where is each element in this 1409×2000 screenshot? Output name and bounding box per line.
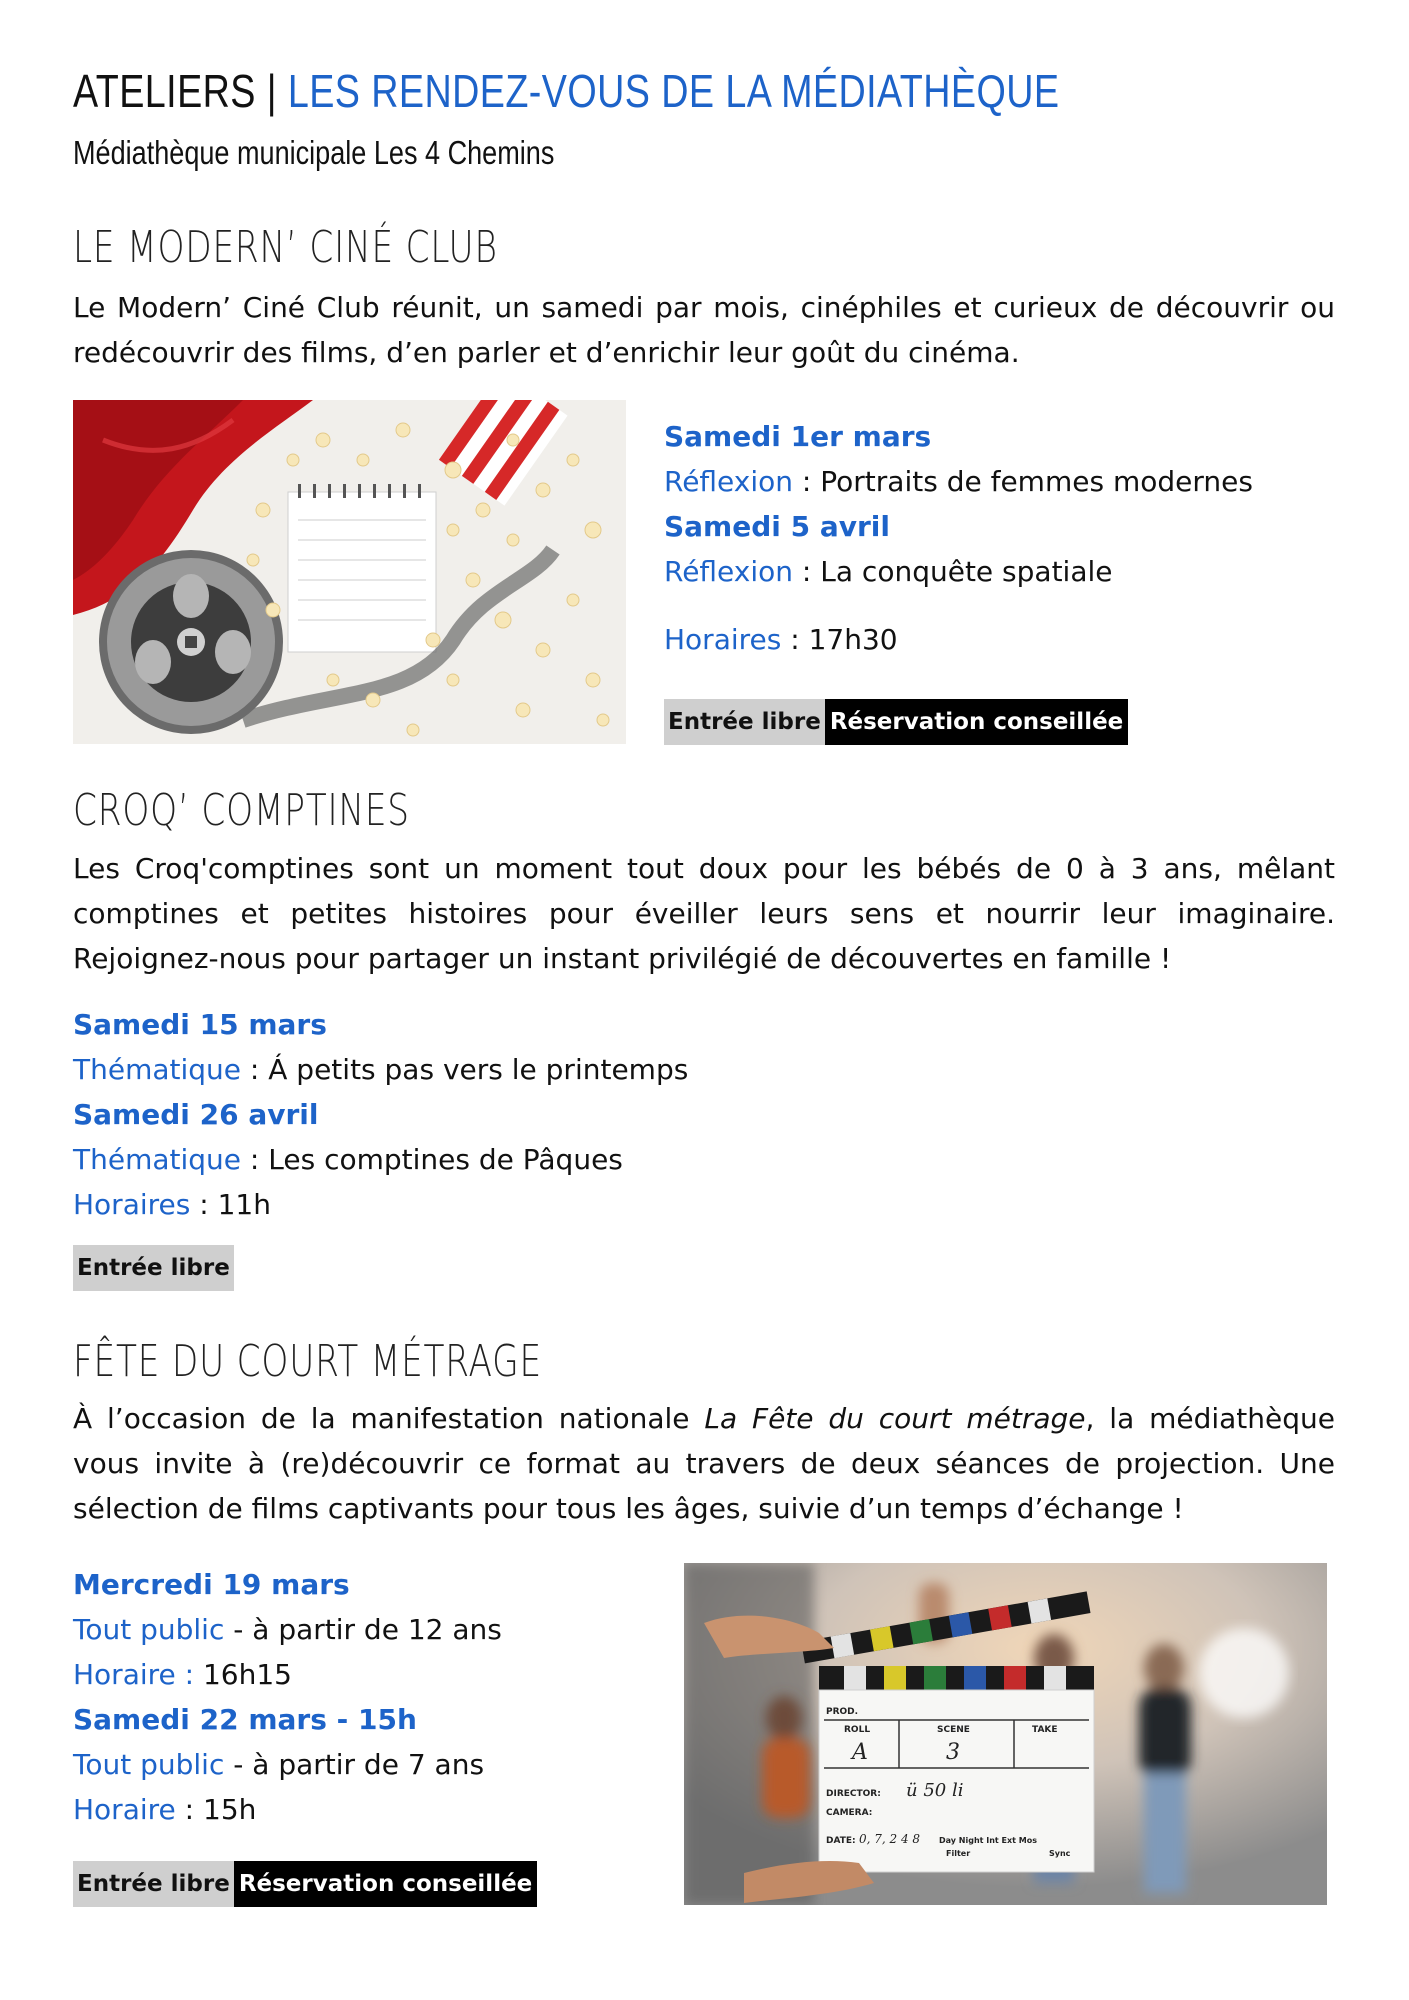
court-session-2-value: - à partir de 7 ans bbox=[224, 1748, 485, 1781]
croq-hours-value: : 11h bbox=[190, 1188, 271, 1221]
croq-session-2-detail bbox=[73, 1137, 688, 1182]
cine-club-badges bbox=[664, 699, 1128, 745]
croq-session-2-value: : Les comptines de Pâques bbox=[241, 1143, 623, 1176]
cine-club-session-2-date: Samedi 5 avril bbox=[664, 510, 890, 543]
court-description-event: La Fête du court métrage bbox=[704, 1402, 1086, 1435]
court-session-2-hours bbox=[73, 1787, 502, 1832]
croq-session-2-label: Thématique bbox=[73, 1143, 242, 1176]
page-subtitle: Médiathèque municipale Les 4 Chemins bbox=[73, 134, 555, 171]
clapper-director-label: DIRECTOR: bbox=[826, 1789, 881, 1799]
court-session-1-hours bbox=[73, 1652, 502, 1697]
court-session-2-date: Samedi 22 mars - 15h bbox=[73, 1703, 417, 1736]
entry-free-badge: Entrée libre bbox=[664, 699, 825, 745]
court-title: FÊTE DU COURT MÉTRAGE bbox=[73, 1336, 543, 1387]
court-session-2-hours-label: Horaire bbox=[73, 1793, 176, 1826]
court-session-1-hours-label: Horaire : bbox=[73, 1658, 195, 1691]
clapper-date-value: 0, 7, 2 4 8 bbox=[859, 1832, 921, 1846]
croq-session-2-date: Samedi 26 avril bbox=[73, 1098, 319, 1131]
cine-club-session-2-label: Réflexion bbox=[664, 555, 794, 588]
croq-title: CROQ’ COMPTINES bbox=[73, 785, 410, 836]
court-photo bbox=[684, 1563, 1327, 1905]
court-session-1-hours-value: 16h15 bbox=[194, 1658, 292, 1691]
page-title-main: LES RENDEZ-VOUS DE LA MÉDIATHÈQUE bbox=[287, 65, 1060, 117]
croq-session-1-label: Thématique bbox=[73, 1053, 242, 1086]
clapper-sync-label: Sync bbox=[1049, 1849, 1071, 1858]
cine-club-session-1-label: Réflexion bbox=[664, 465, 794, 498]
croq-schedule bbox=[73, 1002, 688, 1227]
court-session-1-detail bbox=[73, 1607, 502, 1652]
clapper-take-label: TAKE bbox=[1032, 1725, 1058, 1735]
cine-club-schedule bbox=[664, 414, 1253, 662]
court-description bbox=[73, 1396, 1335, 1531]
page-title-prefix: ATELIERS | bbox=[73, 65, 288, 117]
reservation-badge: Réservation conseillée bbox=[825, 699, 1128, 745]
court-description-end: , la médiathèque vous invite à (re)découvrir ce format au travers de deux séances de projection. Une sélection de films captivants pour tous les âges, suivie d’un temps d’échange ! bbox=[73, 1402, 1335, 1525]
croq-session-1-value: : Á petits pas vers le printemps bbox=[241, 1053, 689, 1086]
clapper-date-label: DATE: bbox=[826, 1836, 856, 1846]
entry-free-badge: Entrée libre bbox=[73, 1245, 234, 1291]
clapper-filter-label: Filter bbox=[946, 1849, 971, 1858]
croq-session-1-date: Samedi 15 mars bbox=[73, 1008, 327, 1041]
clapper-director-value: ü 50 li bbox=[906, 1780, 964, 1801]
clapper-scene-label: SCENE bbox=[937, 1725, 970, 1735]
court-session-1-label: Tout public bbox=[73, 1613, 225, 1646]
court-schedule bbox=[73, 1562, 502, 1832]
clapper-scene-value: 3 bbox=[946, 1740, 960, 1765]
cine-club-hours-value: : 17h30 bbox=[781, 623, 898, 656]
cine-club-session-2-value: : La conquête spatiale bbox=[793, 555, 1113, 588]
croq-badges bbox=[73, 1245, 234, 1291]
entry-free-badge: Entrée libre bbox=[73, 1861, 234, 1907]
clapper-roll-value: A bbox=[852, 1740, 868, 1765]
cine-club-session-1-date: Samedi 1er mars bbox=[664, 420, 932, 453]
cine-club-hours bbox=[664, 617, 1253, 662]
page-title bbox=[73, 64, 1059, 118]
cine-club-session-1-detail bbox=[664, 459, 1253, 504]
court-session-2-hours-value: : 15h bbox=[175, 1793, 257, 1826]
cine-club-title: LE MODERN’ CINÉ CLUB bbox=[73, 222, 498, 273]
cine-club-photo bbox=[73, 400, 626, 744]
cine-club-description: Le Modern’ Ciné Club réunit, un samedi par mois, cinéphiles et curieux de découvrir ou redécouvrir des films, d’en parler et d’enrichir leur goût du cinéma. bbox=[73, 291, 1335, 369]
clapper-prod-label: PROD. bbox=[826, 1707, 859, 1717]
clapper-camera-label: CAMERA: bbox=[826, 1808, 873, 1818]
court-session-2-detail bbox=[73, 1742, 502, 1787]
court-session-2-label: Tout public bbox=[73, 1748, 225, 1781]
croq-hours-label: Horaires bbox=[73, 1188, 191, 1221]
reservation-badge: Réservation conseillée bbox=[234, 1861, 537, 1907]
cine-club-session-1-value: : Portraits de femmes modernes bbox=[793, 465, 1253, 498]
clapper-footer-options: Day Night Int Ext Mos bbox=[939, 1836, 1037, 1845]
court-badges bbox=[73, 1861, 537, 1907]
croq-session-1-detail bbox=[73, 1047, 688, 1092]
cine-club-hours-label: Horaires bbox=[664, 623, 782, 656]
court-description-start: À l’occasion de la manifestation nationale bbox=[73, 1402, 705, 1435]
croq-hours bbox=[73, 1182, 688, 1227]
cine-club-session-2-detail bbox=[664, 549, 1253, 594]
court-session-1-date: Mercredi 19 mars bbox=[73, 1568, 350, 1601]
court-session-1-value: - à partir de 12 ans bbox=[224, 1613, 502, 1646]
croq-description: Les Croq'comptines sont un moment tout doux pour les bébés de 0 à 3 ans, mêlant comptines et petites histoires pour éveiller leurs sens et nourrir leur imaginaire. Rejoignez-nous pour partager un instant privilégié de découvertes en famille ! bbox=[73, 852, 1335, 975]
clapper-roll-label: ROLL bbox=[844, 1725, 871, 1735]
